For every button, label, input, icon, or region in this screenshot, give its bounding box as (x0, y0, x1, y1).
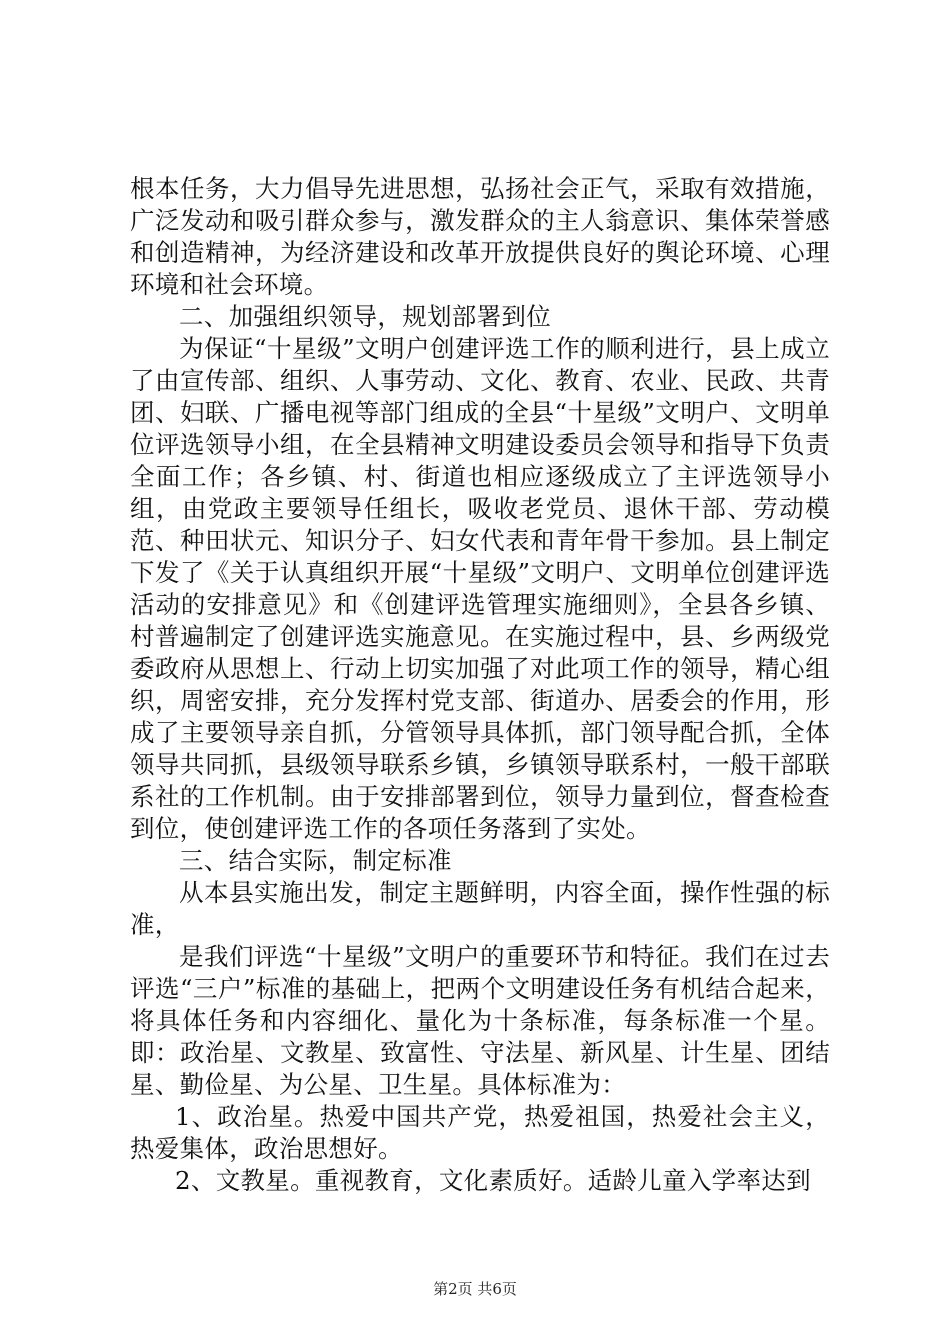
paragraph-organization: 为保证“十星级”文明户创建评选工作的顺利进行，县上成立了由宣传部、组织、人事劳动、文化、教育、农业、民政、共青团、妇联、广播电视等部门组成的全县“十星级”文明户、文明单位评选领导小组，在全县精神文明建设委员会领导和指导下负责全面工作；各乡镇、村、街道也相应逐级成立了主评选领导小组，由党政主要领导任组长，吸收老党员、退休干部、劳动模范、种田状元、知识分子、妇女代表和青年骨干参加。县上制定下发了《关于认真组织开展“十星级”文明户、文明单位创建评选活动的安排意见》和《创建评选管理实施细则》，全县各乡镇、村普遍制定了创建评选实施意见。在实施过程中，县、乡两级党委政府从思想上、行动上切实加强了对此项工作的领导，精心组织，周密安排，充分发挥村党支部、街道办、居委会的作用，形成了主要领导亲自抓，分管领导具体抓，部门领导配合抓，全体领导共同抓，县级领导联系乡镇，乡镇领导联系村，一般干部联系社的工作机制。由于安排部署到位，领导力量到位，督查检查到位，使创建评选工作的各项任务落到了实处。 (130, 334, 830, 843)
paragraph-standards-intro: 从本县实施出发，制定主题鲜明，内容全面，操作性强的标准， (130, 878, 830, 939)
paragraph-continuation: 根本任务，大力倡导先进思想，弘扬社会正气，采取有效措施，广泛发动和吸引群众参与，激发群众的主人翁意识、集体荣誉感和创造精神，为经济建设和改革开放提供良好的舆论环境、心理环境和社会环境。 (130, 174, 830, 299)
section-heading-3: 三、结合实际，制定标准 (179, 846, 452, 875)
document-body (130, 173, 830, 1197)
page-number: 第2页 共6页 (433, 1280, 517, 1298)
paragraph-standards-detail: 是我们评选“十星级”文明户的重要环节和特征。我们在过去评选“三户”标准的基础上，把两个文明建设任务有机结合起来，将具体任务和内容细化、量化为十条标准，每条标准一个星。即：政治星、文教星、致富性、守法星、新风星、计生星、团结星、勤俭星、为公星、卫生星。具体标准为： (130, 942, 830, 1099)
list-item-politics-star: 1、政治星。热爱中国共产党，热爱祖国，热爱社会主义，热爱集体，政治思想好。 (130, 1102, 830, 1163)
page-footer (0, 1278, 950, 1299)
section-heading-2: 二、加强组织领导，规划部署到位 (179, 302, 551, 331)
list-item-education-star: 2、文教星。重视教育，文化素质好。适龄儿童入学率达到 (175, 1166, 811, 1195)
